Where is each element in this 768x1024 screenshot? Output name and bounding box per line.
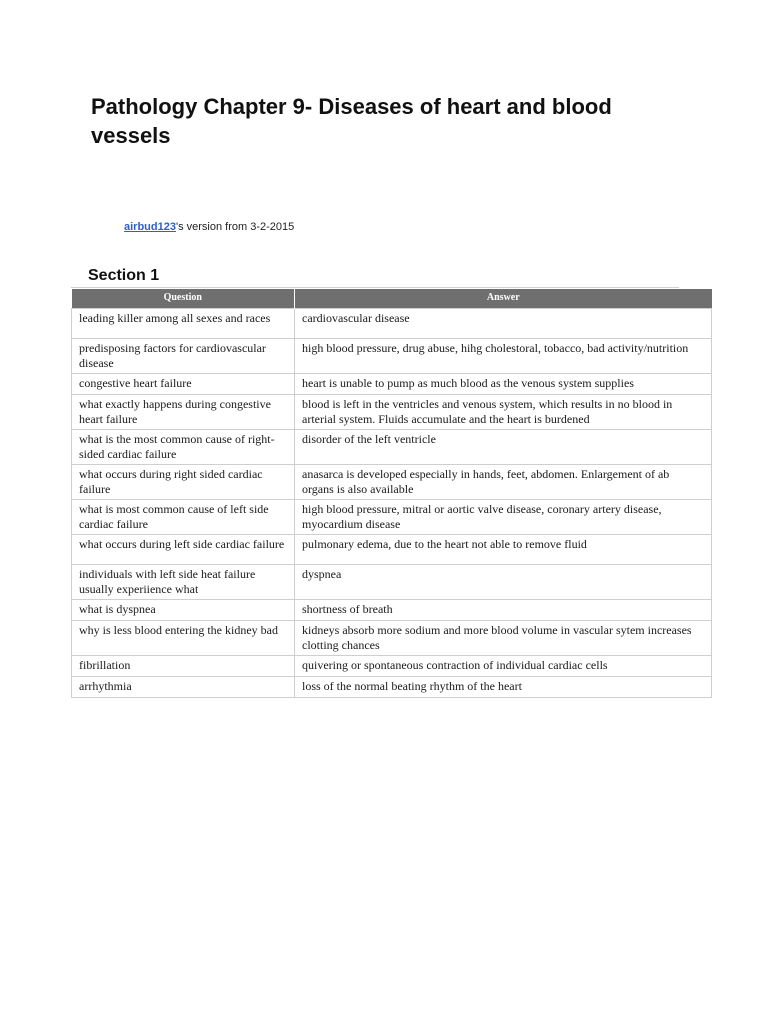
table-row (72, 656, 712, 677)
table-header-row (72, 289, 712, 309)
table-row (72, 309, 712, 339)
table-row (72, 677, 712, 698)
question-cell: what is most common cause of left side cardiac failure (72, 500, 295, 535)
question-cell: what occurs during right sided cardiac failure (72, 465, 295, 500)
question-cell: arrhythmia (72, 677, 295, 698)
answer-cell: kidneys absorb more sodium and more blood volume in vascular sytem increases clotting chances (295, 621, 712, 656)
answer-cell: pulmonary edema, due to the heart not able to remove fluid (295, 535, 712, 565)
author-link[interactable]: airbud123 (124, 221, 176, 233)
table-row (72, 430, 712, 465)
answer-cell: blood is left in the ventricles and venous system, which results in no blood in arterial system. Fluids accumulate and the heart is burdened (295, 395, 712, 430)
table-row (72, 535, 712, 565)
question-cell: leading killer among all sexes and races (72, 309, 295, 339)
table-row (72, 395, 712, 430)
question-cell: what exactly happens during congestive heart failure (72, 395, 295, 430)
answer-cell: quivering or spontaneous contraction of individual cardiac cells (295, 656, 712, 677)
section-title: Section 1 (88, 267, 160, 284)
table-row (72, 374, 712, 395)
column-header-answer: Answer (295, 289, 712, 309)
answer-cell: anasarca is developed especially in hands, feet, abdomen. Enlargement of ab organs is also available (295, 465, 712, 500)
answer-cell: heart is unable to pump as much blood as the venous system supplies (295, 374, 712, 395)
version-info (124, 221, 294, 233)
question-cell: predisposing factors for cardiovascular disease (72, 339, 295, 374)
answer-cell: high blood pressure, mitral or aortic valve disease, coronary artery disease, myocardium disease (295, 500, 712, 535)
answer-cell: shortness of breath (295, 600, 712, 621)
table-row (72, 600, 712, 621)
question-cell: what is dyspnea (72, 600, 295, 621)
table-row (72, 500, 712, 535)
question-cell: individuals with left side heat failure usually experiience what (72, 565, 295, 600)
answer-cell: disorder of the left ventricle (295, 430, 712, 465)
table-row (72, 465, 712, 500)
version-text: 's version from 3-2-2015 (175, 221, 295, 233)
answer-cell: high blood pressure, drug abuse, hihg cholestoral, tobacco, bad activity/nutrition (295, 339, 712, 374)
page-title: Pathology Chapter 9- Diseases of heart and blood vessels (91, 94, 612, 148)
answer-cell: dyspnea (295, 565, 712, 600)
question-cell: congestive heart failure (72, 374, 295, 395)
question-cell: what occurs during left side cardiac failure (72, 535, 295, 565)
table-row (72, 621, 712, 656)
section-divider (71, 287, 679, 288)
table-row (72, 339, 712, 374)
question-cell: fibrillation (72, 656, 295, 677)
question-cell: what is the most common cause of right-sided cardiac failure (72, 430, 295, 465)
answer-cell: cardiovascular disease (295, 309, 712, 339)
qa-table (71, 289, 712, 698)
question-cell: why is less blood entering the kidney bad (72, 621, 295, 656)
table-row (72, 565, 712, 600)
answer-cell: loss of the normal beating rhythm of the heart (295, 677, 712, 698)
column-header-question: Question (72, 289, 295, 309)
